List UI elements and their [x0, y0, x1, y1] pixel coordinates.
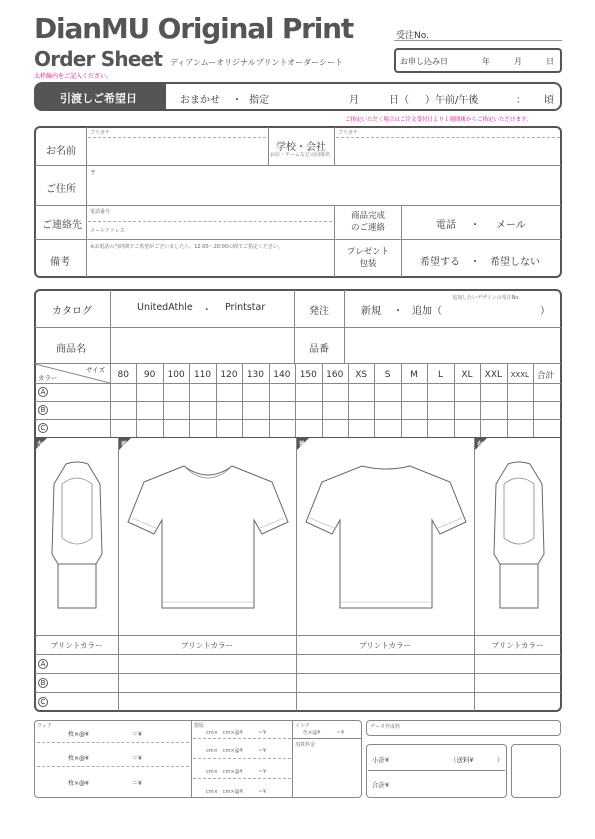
print-color-front-label: プリントカラー [181, 641, 233, 650]
name-furigana: フリガナ [90, 130, 110, 136]
qty-cell-c-140[interactable] [270, 420, 294, 436]
item-no-label: 品番 [309, 344, 329, 355]
size-header-m: M [410, 370, 418, 380]
qty-cell-b-m[interactable] [402, 402, 426, 418]
panel-right-label: 右 [477, 441, 484, 448]
contact-label: ご連絡先 [42, 220, 82, 231]
size-header-xl: XL [461, 370, 473, 380]
qty-cell-c-xs[interactable] [349, 420, 373, 436]
print-row-marker-c: C [38, 697, 48, 707]
phone-hint: 電話番号 [90, 209, 111, 215]
qty-cell-c-xxxl[interactable] [508, 420, 532, 436]
qty-cell-c-160[interactable] [323, 420, 347, 436]
qty-cell-b-90[interactable] [137, 402, 161, 418]
qty-cell-c-100[interactable] [164, 420, 188, 436]
size-header-l: L [437, 370, 443, 380]
qty-cell-b-160[interactable] [323, 402, 347, 418]
data-fee-label: データ作成料 [370, 724, 401, 730]
plate-line-2: cm× cm×@¥ [206, 748, 243, 754]
item-name-field[interactable] [112, 329, 292, 362]
qty-cell-b-s[interactable] [375, 402, 399, 418]
instruction-text: 太枠線内をご記入ください。 [34, 73, 113, 80]
wear-eq-3: ＝¥ [132, 780, 142, 787]
apply-month-label: 月 [514, 57, 522, 66]
delivery-option-auto[interactable]: おまかせ [180, 95, 220, 106]
wear-line-2: 枚×@¥ [68, 755, 89, 762]
completion-label [336, 210, 400, 234]
tshirt-left-sleeve-drawing[interactable] [44, 458, 110, 618]
subtotal-label: 小計¥ [372, 756, 390, 764]
ink-eq: ＝¥ [336, 730, 345, 736]
panel-back-label: 後 [299, 441, 306, 448]
item-name-label: 商品名 [56, 344, 86, 355]
total-header-label: 合計 [537, 371, 555, 381]
ink-label: インク [295, 723, 310, 729]
sheet-subtitle: ディアンムーオリジナルプリントオーダーシート [170, 58, 344, 67]
size-header-label: サイズ [86, 366, 105, 374]
print-color-back-label: プリントカラー [359, 641, 411, 650]
school-label: 学校・会社 [276, 142, 326, 153]
postal-mark: 〒 [90, 170, 97, 177]
apply-date-label: お申し込み日 [400, 57, 448, 66]
delivery-option-specify[interactable]: 指定 [249, 95, 269, 106]
qty-cell-b-150[interactable] [296, 402, 320, 418]
print-row-marker-a: A [38, 659, 48, 669]
order-dot: ・ [393, 306, 403, 317]
order-add-option[interactable]: 追加（ [412, 306, 442, 317]
qty-cell-a-110[interactable] [190, 384, 214, 400]
qty-cell-a-120[interactable] [217, 384, 241, 400]
gift-yes-option[interactable]: 希望する [420, 257, 460, 268]
qty-cell-b-xxl[interactable] [481, 402, 505, 418]
print-row-marker-b: B [38, 678, 48, 688]
panel-front-label: 前 [121, 441, 128, 448]
qty-cell-a-100[interactable] [164, 384, 188, 400]
qty-cell-a-l[interactable] [428, 384, 452, 400]
row-marker-c: C [38, 423, 48, 433]
brand-title: DianMU Original Print [34, 12, 354, 45]
plate-line-4: cm× cm×@¥ [206, 789, 243, 795]
qty-cell-c-xl[interactable] [455, 420, 479, 436]
address-field[interactable] [88, 167, 560, 203]
stamp-box[interactable] [511, 744, 561, 798]
qty-cell-b-110[interactable] [190, 402, 214, 418]
qty-cell-c-90[interactable] [137, 420, 161, 436]
delivery-notice: ご指定いただく場合はご注文受付日より１週間後からご指定いただけます。 [345, 117, 532, 123]
tshirt-front-drawing[interactable] [126, 462, 290, 612]
gift-label-line1: プレゼント [346, 247, 390, 257]
apply-day-label: 日 [546, 57, 554, 66]
wear-line-1: 枚×@¥ [68, 731, 89, 738]
address-label: ご住所 [46, 184, 76, 195]
phone-field[interactable] [88, 207, 332, 221]
size-header-xs: XS [355, 370, 368, 380]
size-header-s: S [384, 370, 391, 380]
qty-cell-a-150[interactable] [296, 384, 320, 400]
plate-eq-3: ＝¥ [258, 769, 267, 775]
order-add-note: 追加したいデザインの受注No. [452, 295, 520, 301]
gift-label [336, 246, 400, 270]
qty-cell-c-120[interactable] [217, 420, 241, 436]
size-header-110: 110 [193, 370, 212, 380]
extra-fee-label: 加算料金 [295, 742, 316, 748]
delivery-approx: 頃 [544, 95, 554, 106]
completion-label-line1: 商品完成 [350, 211, 385, 221]
catalog-label: カタログ [52, 306, 92, 317]
qty-cell-c-80[interactable] [111, 420, 135, 436]
qty-cell-b-xs[interactable] [349, 402, 373, 418]
qty-cell-c-s[interactable] [375, 420, 399, 436]
tshirt-right-sleeve-drawing[interactable] [486, 458, 552, 618]
qty-cell-a-xxxl[interactable] [508, 384, 532, 400]
email-field[interactable] [88, 223, 332, 238]
order-no-line [394, 40, 562, 41]
plate-eq-2: ＝¥ [258, 748, 267, 754]
delivery-dot: ・ [232, 95, 242, 106]
email-hint: メールアドレス [90, 228, 125, 234]
qty-cell-a-xxl[interactable] [481, 384, 505, 400]
qty-cell-a-140[interactable] [270, 384, 294, 400]
qty-cell-b-xxxl[interactable] [508, 402, 532, 418]
ink-line: 色×@¥ [303, 730, 321, 736]
name-label: お名前 [46, 146, 76, 157]
completion-phone-option[interactable]: 電話 [436, 220, 456, 231]
remarks-field[interactable] [88, 251, 332, 276]
color-header-label: カラー [38, 374, 58, 382]
qty-cell-a-130[interactable] [243, 384, 267, 400]
school-sub: お店・チームなどの団体名 [270, 152, 331, 158]
size-header-xxl: XXL [484, 370, 503, 380]
panel-left-label: 左 [37, 441, 44, 448]
qty-cell-b-80[interactable] [111, 402, 135, 418]
delivery-ampm: ）午前/午後 [425, 95, 479, 106]
shipping-close: ） [497, 756, 504, 764]
size-header-160: 160 [326, 370, 344, 380]
completion-dot: ・ [470, 220, 480, 231]
qty-cell-c-xxl[interactable] [481, 420, 505, 436]
qty-cell-c-110[interactable] [190, 420, 214, 436]
print-color-right-label: プリントカラー [491, 641, 544, 650]
catalog-option-printstar[interactable]: Printstar [225, 302, 266, 313]
plate-line-1: cm× cm×@¥ [206, 730, 243, 736]
delivery-month: 月 [349, 95, 359, 106]
size-header-100: 100 [167, 370, 185, 380]
qty-cell-b-100[interactable] [164, 402, 188, 418]
gift-no-option[interactable]: 希望しない [490, 257, 540, 268]
size-header-80: 80 [117, 370, 129, 380]
qty-cell-a-160[interactable] [323, 384, 347, 400]
gift-dot: ・ [470, 257, 480, 268]
remarks-label: 備考 [50, 257, 70, 268]
shipping-label: （送料¥ [450, 756, 474, 764]
delivery-colon: ： [516, 95, 526, 106]
school-furigana: フリガナ [338, 130, 358, 136]
qty-cell-a-90[interactable] [137, 384, 161, 400]
subtotal-box [366, 744, 507, 798]
name-field[interactable] [88, 139, 266, 163]
qty-cell-b-120[interactable] [217, 402, 241, 418]
gift-label-line2: 包装 [359, 259, 377, 269]
item-no-field[interactable] [346, 329, 560, 362]
tshirt-back-drawing[interactable] [304, 462, 468, 612]
plate-eq-1: ＝¥ [258, 730, 267, 736]
row-marker-b: B [38, 405, 48, 415]
wear-eq-2: ＝¥ [132, 755, 142, 762]
qty-cell-a-xl[interactable] [455, 384, 479, 400]
row-marker-a: A [38, 387, 48, 397]
qty-cell-c-150[interactable] [296, 420, 320, 436]
qty-cell-a-xs[interactable] [349, 384, 373, 400]
plate-eq-4: ＝¥ [258, 789, 267, 795]
size-header-xxxl: XXXL [510, 371, 529, 379]
plate-label: 製版 [194, 723, 205, 729]
apply-year-label: 年 [482, 57, 490, 66]
size-header-130: 130 [246, 370, 264, 380]
catalog-option-unitedathle[interactable]: UnitedAthle [137, 302, 193, 313]
qty-cell-c-m[interactable] [402, 420, 426, 436]
total-fee-label: 合計¥ [372, 781, 390, 789]
qty-cell-b-130[interactable] [243, 402, 267, 418]
remarks-note: ※お電話の当時間でご希望がございましたら、12:00〜20:00の間でご指定ください。 [90, 244, 284, 250]
qty-cell-a-80[interactable] [111, 384, 135, 400]
size-header-120: 120 [220, 370, 238, 380]
wear-label: ウェア [37, 723, 52, 729]
school-field[interactable] [336, 139, 560, 163]
delivery-label: 引渡しご希望日 [60, 92, 137, 105]
delivery-day: 日（ [389, 95, 409, 106]
qty-cell-b-l[interactable] [428, 402, 452, 418]
plate-line-3: cm× cm×@¥ [206, 769, 243, 775]
qty-cell-b-xl[interactable] [455, 402, 479, 418]
qty-cell-b-140[interactable] [270, 402, 294, 418]
order-new-option[interactable]: 新規 [361, 306, 381, 317]
order-add-close: ） [540, 306, 550, 317]
size-header-150: 150 [299, 370, 317, 380]
wear-line-3: 枚×@¥ [68, 780, 89, 787]
qty-cell-c-l[interactable] [428, 420, 452, 436]
order-label: 発注 [309, 306, 329, 317]
qty-cell-c-130[interactable] [243, 420, 267, 436]
brand-subtitle: Order Sheet [34, 47, 163, 71]
qty-cell-a-m[interactable] [402, 384, 426, 400]
wear-eq-1: ＝¥ [132, 731, 142, 738]
catalog-dot: ・ [202, 305, 212, 316]
size-header-90: 90 [143, 370, 156, 380]
completion-label-line2: のご連絡 [350, 223, 385, 233]
order-no-label: 受注No. [396, 31, 429, 41]
qty-cell-a-s[interactable] [375, 384, 399, 400]
completion-email-option[interactable]: メール [496, 220, 526, 231]
print-color-left-label: プリントカラー [50, 641, 103, 650]
size-header-140: 140 [273, 370, 291, 380]
